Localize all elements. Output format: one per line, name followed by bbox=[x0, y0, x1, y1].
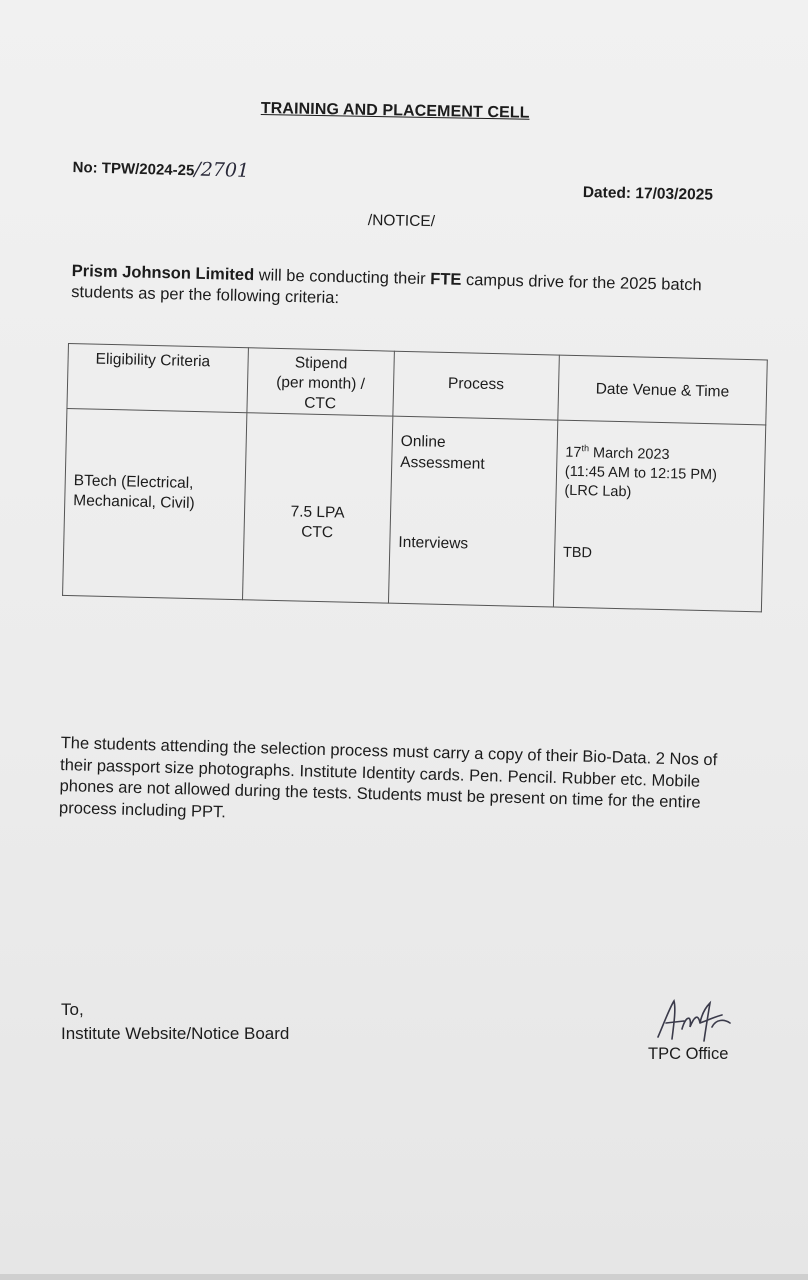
process-online-assessment: Online Assessment bbox=[400, 432, 485, 473]
header-stipend-line2: (per month) / bbox=[276, 373, 366, 394]
header-stipend-line3: CTC bbox=[304, 394, 337, 413]
instructions-paragraph: The students attending the selection process must carry a copy of their Bio-Data. 2 Nos of their passport size photographs. Institute Identity cards. Pen. Pencil. Rubber etc. Mobile phones are not allowed during the tests. Students must be present on time for the entire process including PPT. bbox=[58, 733, 718, 821]
cell-date-venue-time bbox=[553, 420, 766, 612]
company-name: Prism Johnson Limited bbox=[71, 261, 255, 285]
eligibility-line1: BTech (Electrical, bbox=[73, 472, 194, 492]
assessment-date: 17th March 2023 bbox=[565, 443, 670, 464]
to-label: To, bbox=[61, 1000, 84, 1019]
recipient-name: Institute Website/Notice Board bbox=[61, 1024, 290, 1043]
header-date-venue-time: Date Venue & Time bbox=[558, 355, 768, 425]
intro-paragraph bbox=[71, 261, 712, 318]
assessment-venue: (LRC Lab) bbox=[564, 482, 632, 501]
criteria-table-wrapper bbox=[62, 343, 768, 612]
eligibility-line2: Mechanical, Civil) bbox=[73, 492, 195, 513]
intro-text-1: will be conducting their bbox=[253, 266, 431, 289]
criteria-table bbox=[62, 343, 768, 612]
cell-stipend bbox=[243, 413, 393, 603]
intro-text-2: campus drive for the 2025 batch students as per the following criteria: bbox=[71, 270, 702, 308]
notice-label: /NOTICE/ bbox=[367, 212, 436, 231]
cell-process bbox=[388, 416, 557, 607]
reference-number bbox=[72, 155, 249, 182]
signatory-label: TPC Office bbox=[648, 1045, 729, 1063]
header-stipend-line1: Stipend bbox=[294, 354, 348, 373]
header-process: Process bbox=[393, 351, 559, 420]
table-row bbox=[63, 408, 766, 611]
recipient-block bbox=[61, 998, 289, 1046]
interview-schedule: TBD bbox=[562, 544, 593, 562]
document-title: TRAINING AND PLACEMENT CELL bbox=[260, 100, 530, 122]
reference-label: No: TPW/2024-25 bbox=[72, 158, 195, 180]
header-eligibility: Eligibility Criteria bbox=[67, 344, 248, 413]
cell-eligibility bbox=[63, 408, 247, 599]
drive-type: FTE bbox=[430, 270, 462, 289]
date-line: Dated: 17/03/2025 bbox=[582, 184, 714, 204]
assessment-time: (11:45 AM to 12:15 PM) bbox=[564, 463, 718, 484]
stipend-unit: CTC bbox=[300, 523, 334, 542]
assessment-schedule bbox=[564, 439, 717, 504]
header-stipend bbox=[247, 348, 394, 416]
signature-icon bbox=[644, 993, 744, 1045]
process-interviews: Interviews bbox=[398, 533, 469, 553]
stipend-value: 7.5 LPA bbox=[290, 503, 345, 522]
reference-handwritten-number: /2701 bbox=[194, 158, 250, 182]
